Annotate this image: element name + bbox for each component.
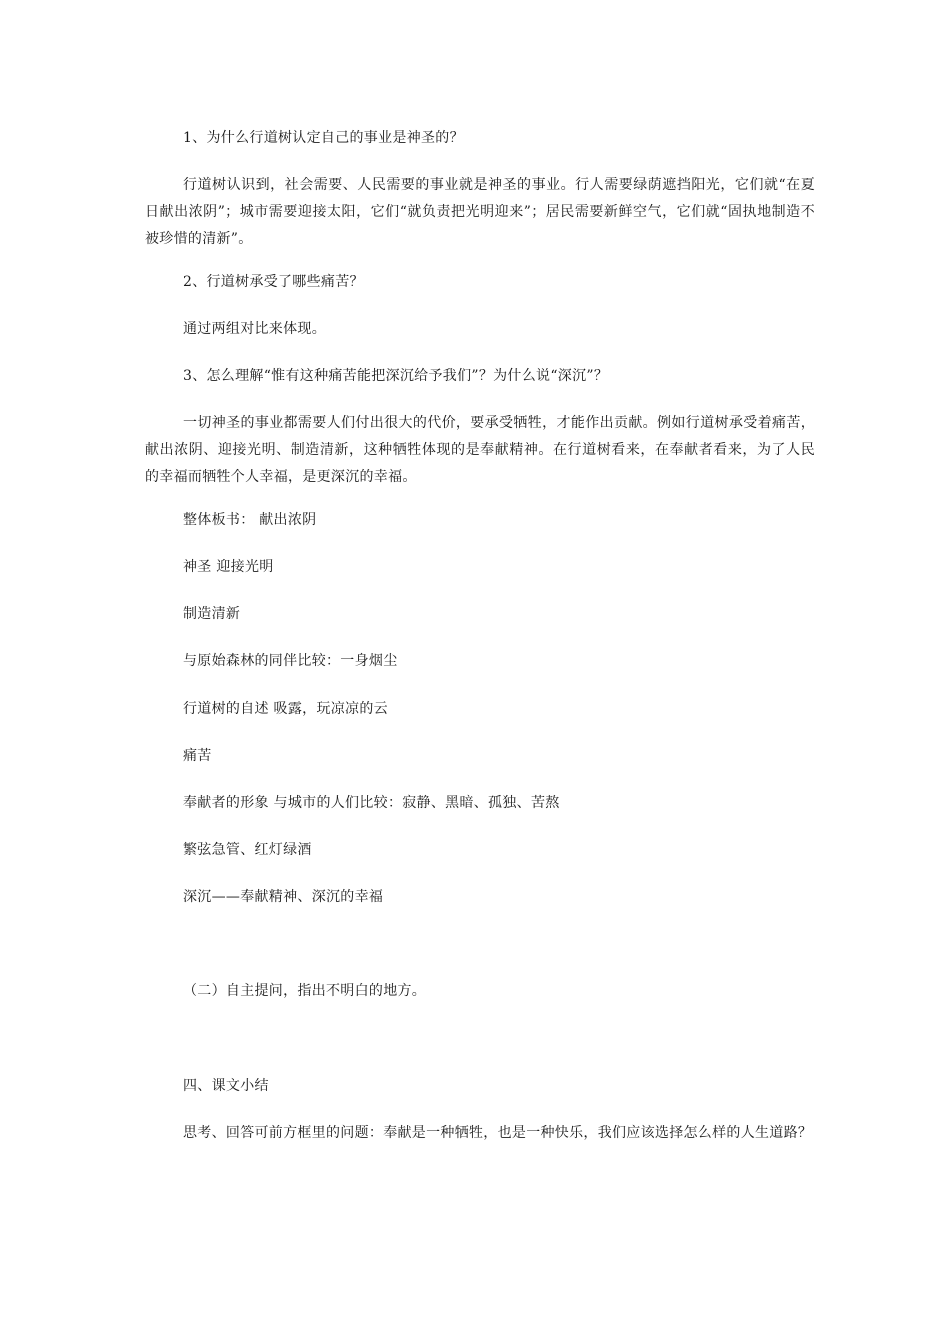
board-line-8: 繁弦急管、红灯绿酒	[183, 842, 312, 858]
board-line-4: 与原始森林的同伴比较：一身烟尘	[183, 653, 398, 669]
board-line-1: 整体板书： 献出浓阴	[183, 512, 317, 528]
summary-paragraph: 思考、回答可前方框里的问题：奉献是一种牺牲，也是一种快乐，我们应该选择怎么样的人生道路？	[183, 1125, 813, 1141]
section-4-heading: 四、课文小结	[183, 1078, 269, 1094]
board-line-7: 奉献者的形象 与城市的人们比较：寂静、黑暗、孤独、苦熬	[183, 795, 560, 811]
answer-1: 行道树认识到，社会需要、人民需要的事业就是神圣的事业。行人需要绿荫遮挡阳光，它们就“在夏日献出浓阴”；城市需要迎接太阳，它们“就负责把光明迎来”；居民需要新鲜空气，它们就“固执地制造不被珍惜的清新”。	[145, 177, 815, 247]
answer-2: 通过两组对比来体现。	[183, 321, 326, 337]
board-line-5: 行道树的自述 吸露，玩凉凉的云	[183, 701, 388, 717]
board-line-3: 制造清新	[183, 606, 241, 622]
section-2-heading: （二）自主提问，指出不明白的地方。	[183, 983, 427, 999]
question-1: 1、为什么行道树认定自己的事业是神圣的？	[183, 130, 464, 146]
question-2: 2、行道树承受了哪些痛苦？	[183, 274, 364, 290]
answer-3: 一切神圣的事业都需要人们付出很大的代价，要承受牺牲，才能作出贡献。例如行道树承受着痛苦，献出浓阴、迎接光明、制造清新，这种牺牲体现的是奉献精神。在行道树看来，在奉献者看来，为了人民的幸福而牺牲个人幸福，是更深沉的幸福。	[145, 415, 815, 485]
board-line-2: 神圣 迎接光明	[183, 559, 274, 575]
board-line-6: 痛苦	[183, 748, 212, 764]
question-3: 3、怎么理解“惟有这种痛苦能把深沉给予我们”？为什么说“深沉”？	[183, 368, 609, 384]
board-line-9: 深沉——奉献精神、深沉的幸福	[183, 889, 384, 905]
